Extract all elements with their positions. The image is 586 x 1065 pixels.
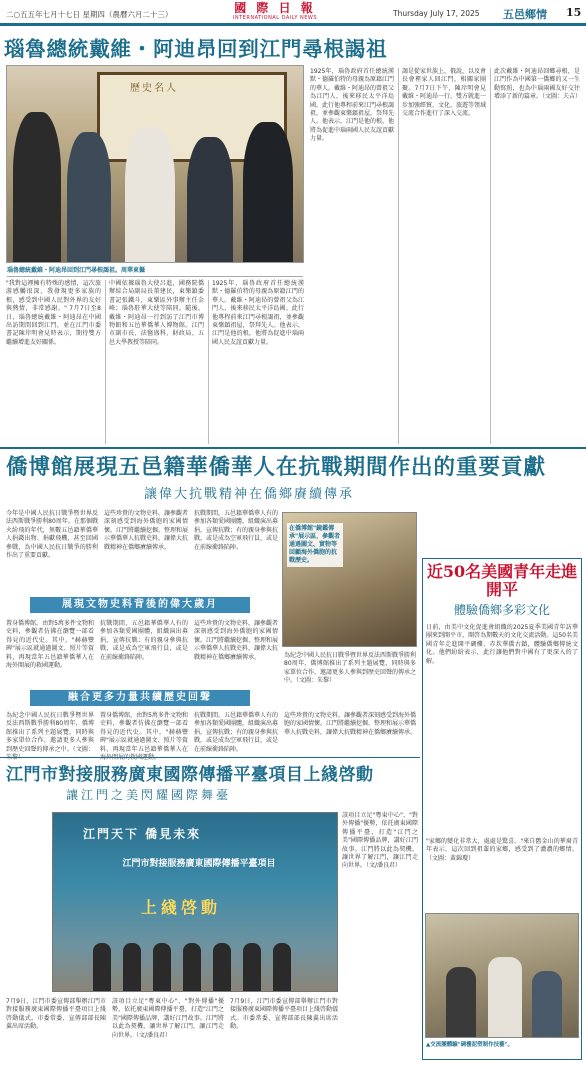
- person-figure: [243, 122, 293, 262]
- story2-column: 置身僑博館，由對5萬多件文物和史料，參觀者仿佛在瀏覽一部看得見的近代史。其中，"赫赫豐碑"展示區就通過圖文、照片等資料，再現當年五邑籍華僑華人在海外開展的救國運動。: [6, 620, 94, 670]
- story3-column: 7月9日，江門市委宣傳部舉辦江門市對接服務廣東國際傳播平臺項目上綫啓動儀式。市委常委、宣傳部部長陳翼出席活動。: [230, 998, 339, 1031]
- exhibit-board-title: 歷史名人: [130, 83, 178, 94]
- issue-date-english: Thursday July 17, 2025: [393, 9, 480, 18]
- person-figure: [187, 137, 233, 262]
- column-divider: [105, 280, 106, 444]
- story2-lead: 今年是中國人民抗日戰爭暨世界反法西斯戰爭勝利80周年。在那個戰火紛飛的年代，無數五邑籍華僑華人捐錢出物、捐獻飛機，甚至回國參戰，為中國人民抗日戰爭的勝利作出了重要貢獻。: [6, 510, 98, 560]
- story3-column: 該項目立足"粵東中心"、"對外傳播"優勢，依托廣東國際傳播平臺，打造"江門之美"國際傳播品牌，講好江門故事。江門將以此為契機，讓世界了解江門，讓江門走向世界。（文/潘良君）: [342, 812, 418, 870]
- story1-photo: [6, 65, 304, 263]
- section-name: 五邑鄉情: [503, 8, 547, 21]
- story2-subhead-a: 展現文物史料背後的偉大歲月: [30, 597, 250, 613]
- story1-column: 1925年，瑙魯政府首任總統漢默・德羅伯特的母親為原籍江門的華人。戴維・阿迪昂的曾祖父為江門人，後來移民太平洋島國。此行他專程前來江門尋根謁祖，並參觀東樂鎮祖屋，祭拜先人。他表示，江門是他的根，他將為促進中瑙兩國人民友誼貢獻力量。: [310, 68, 395, 143]
- story2-column: 置身僑博館，由對5萬多件文物和史料，參觀者仿佛在瀏覽一部看得見的近代史。其中，"赫赫豐碑"展示區就通過圖文、照片等資料，再現當年五邑籍華僑華人在: [100, 712, 188, 753]
- person-figure: [153, 943, 171, 991]
- person-figure: [446, 967, 476, 1037]
- sidebar-body-continued: "家鄉的變化非常大，處處是驚喜。"來自舊金山的華裔青年表示，這次回到祖輩的家鄉，感受到了濃濃的鄉情。（文圖：黃錦瓊）: [426, 838, 578, 862]
- photo-banner-project: 江門市對接服務廣東國際傳播平臺項目: [122, 859, 276, 869]
- person-figure: [125, 127, 175, 262]
- sidebar-body: 日前，由美中文化促進會組織的2025夏季美國青年訪華團來到開平市，開啓為期數天的文化交流活動。這50名美國青年走進開平碉樓、赤坎華僑古鎮，體驗僑鄉傳統文化。他們紛紛表示，此行讓他們對中國有了更深入的了解。: [426, 624, 578, 665]
- story2-column: 為紀念中國人民抗日戰爭暨世界反法西斯戰爭勝利80周年，僑博館推出了系列主題展覽，同時與多家單位合作，邀請更多人參與到歷史回聲的傳承之中。（文圖：: [6, 712, 94, 753]
- photo-banner-slogan: 江門天下 僑見未來: [83, 827, 202, 841]
- story2-column: 這些珍貴的文物史料，讓參觀者深刻感受到海外僑胞的家國情懷。江門將繼續挖掘、整理和展示華僑華人抗戰史料，讓偉大抗戰精神在僑鄉賡續傳承。: [194, 620, 279, 661]
- person-figure: [123, 943, 141, 991]
- masthead: [0, 0, 586, 26]
- story2-subtitle: 讓偉大抗戰精神在僑鄉賡續傳承: [144, 487, 355, 502]
- person-figure: [243, 943, 261, 991]
- column-divider: [208, 280, 209, 444]
- section-divider: [0, 757, 420, 758]
- story3-photo: [52, 812, 338, 992]
- logo-chinese: 國 際 日 報: [234, 1, 316, 15]
- story1-column: 謁是從家世族上，俄說，以及會長會裡家人回江門，相關家團聚。7月7日下午，陳岸明會見戴維・阿迪昂一行，雙方就進一步加強經貿、文化、旅遊等領域交流合作進行了深入交流。: [402, 68, 487, 118]
- person-figure: [213, 943, 231, 991]
- person-figure: [13, 112, 61, 262]
- story3-lead: 7月9日，江門市委宣傳部舉辦江門市對接服務廣東國際傳播平臺項目上綫啓動儀式。市委常委、宣傳部部長陳翼出席活動。: [6, 998, 106, 1031]
- person-figure: [183, 943, 201, 991]
- sidebar-headline: 近50名美國青年走進開平: [426, 562, 578, 599]
- person-figure: [67, 132, 111, 262]
- story2-subhead-b: 融合更多力量共續歷史回聲: [30, 690, 250, 706]
- story1-caption: 瑙魯總統戴維・阿迪昂回到江門尋根謁祖。周華東攝: [7, 265, 303, 277]
- logo-english: INTERNATIONAL DAILY NEWS: [232, 15, 318, 21]
- story1-lead: "我對這裡擁有特殊的感情，這次旅游感觸很深，我發現更多家族的根，感受到中國人民對外界的友好與熱情，非常感謝。" 7月7日至8日，瑙魯總統戴維・阿迪昂在中國出訪期間回到江門，並在江門市委書記陳岸明會見時表示，期待雙方繼續增進友好關係。: [6, 280, 101, 346]
- photo-banner-launch: 上綫啓動: [141, 898, 222, 917]
- story1-column: 中國依據瑙魯大使呂進，國務院僑辦綜合局副局長董建民，東樂鎮委書記張鐵斗，東樂區外事辦主任金峰；瑙魯駐華大使等陪同。隨後，戴維・阿迪昂一行到訪了江門市博物館和五邑華僑華人博物館。江門市副市長、法醫盛科、財政局、五邑大學教授等陪同。: [109, 280, 204, 346]
- story2-column: 抗戰期間，五邑籍華僑華人有的參加各類愛國團體，組織演出募捐，宣傳抗戰；有的親身參與抗戰，或是成為空軍飛行員，或是在前線衝鋒陷陣。: [194, 712, 279, 753]
- story2-column: 抗戰期間，五邑籍華僑華人有的參加各類愛國團體，組織演出募捐，宣傳抗戰；有的親身參與抗戰，或是成為空軍飛行員，或是在前線衝鋒陷陣。: [194, 510, 279, 551]
- story2-headline: 僑博館展現五邑籍華僑華人在抗戰期間作出的重要貢獻: [6, 455, 547, 480]
- newspaper-logo: [220, 2, 330, 22]
- story2-photo-caption: 在僑博館"鏡鑑傳承"展示區，參觀者通過圖文、實物等回顧海外僑胞的抗戰歷史。: [287, 523, 343, 567]
- story2-column: 這些珍貴的文物史料，讓參觀者深刻感受到海外僑胞的家國情懷。江門將繼續挖掘、整理和展示華僑華人抗戰史料，讓偉大抗戰精神在僑鄉賡續傳承。: [284, 712, 417, 736]
- person-figure: [93, 943, 111, 991]
- issue-date-chinese: 二○五五年七月十七日 星期四（農曆六月二十三）: [6, 10, 173, 19]
- sidebar-caption: ▲交流團體驗"碉樓泥塑制作技藝"。: [426, 1042, 513, 1048]
- story2-column: 抗戰期間，五邑籍華僑華人有的參加各類愛國團體，組織演出募捐，宣傳抗戰；有的親身參與抗戰，或是成為空軍飛行員，或是在前線衝鋒陷陣。: [100, 620, 188, 661]
- story1-column: 1925年，瑙魯政府首任總統漢默・德羅伯特的母親為原籍江門的華人。戴維・阿迪昂的曾祖父為江門人，後來移民太平洋島國。此行他專程前來江門尋根謁祖，並參觀東樂鎮祖屋，祭拜先人。他表示，江門是他的根，他將為促進中瑙兩國人民友誼貢獻力量。: [212, 280, 304, 346]
- story2-column: 為紀念中國人民抗日戰爭暨世界反法西斯戰爭勝利80周年，僑博館推出了系列主題展覽，同時與多家單位合作，邀請更多人參與到歷史回聲的傳承之中。（文圖：朱黎）: [284, 652, 417, 685]
- person-figure: [488, 957, 522, 1037]
- person-figure: [532, 971, 562, 1037]
- person-figure: [273, 943, 291, 991]
- story1-headline: 瑙魯總統戴維・阿迪昂回到江門尋根謁祖: [4, 37, 388, 61]
- column-divider: [398, 68, 399, 444]
- sidebar-subtitle: 體驗僑鄉多彩文化: [453, 603, 550, 617]
- story3-column: 該項目立足"粵東中心"、"對外傳播"優勢，依托廣東國際傳播平臺，打造"江門之美"國際傳播品牌，講好江門故事。江門將以此為契機，讓世界了解江門，讓江門走向世界。（文/潘良君）: [112, 998, 224, 1039]
- section-divider: [0, 447, 586, 449]
- story2-column: 這些珍貴的文物史料，讓參觀者深刻感受到海外僑胞的家國情懷。江門將繼續挖掘、整理和展示華僑華人抗戰史料，讓偉大抗戰精神在僑鄉賡續傳承。: [104, 510, 189, 551]
- story3-headline: 江門市對接服務廣東國際傳播平臺項目上綫啓動: [6, 765, 374, 785]
- story3-subtitle: 讓江門之美閃耀國際舞臺: [66, 788, 232, 802]
- story2-photo: [282, 512, 417, 647]
- column-divider: [490, 68, 491, 444]
- page-number: 15: [566, 6, 582, 19]
- story1-column: 此次戴維・阿迪昂回鄉尋根，是江門作為中國第一僑鄉的又一生動寫照，也為中瑙兩國友好交往增添了新的篇章。（文圖：夫吉）: [494, 68, 582, 101]
- sidebar-photo: [425, 913, 579, 1038]
